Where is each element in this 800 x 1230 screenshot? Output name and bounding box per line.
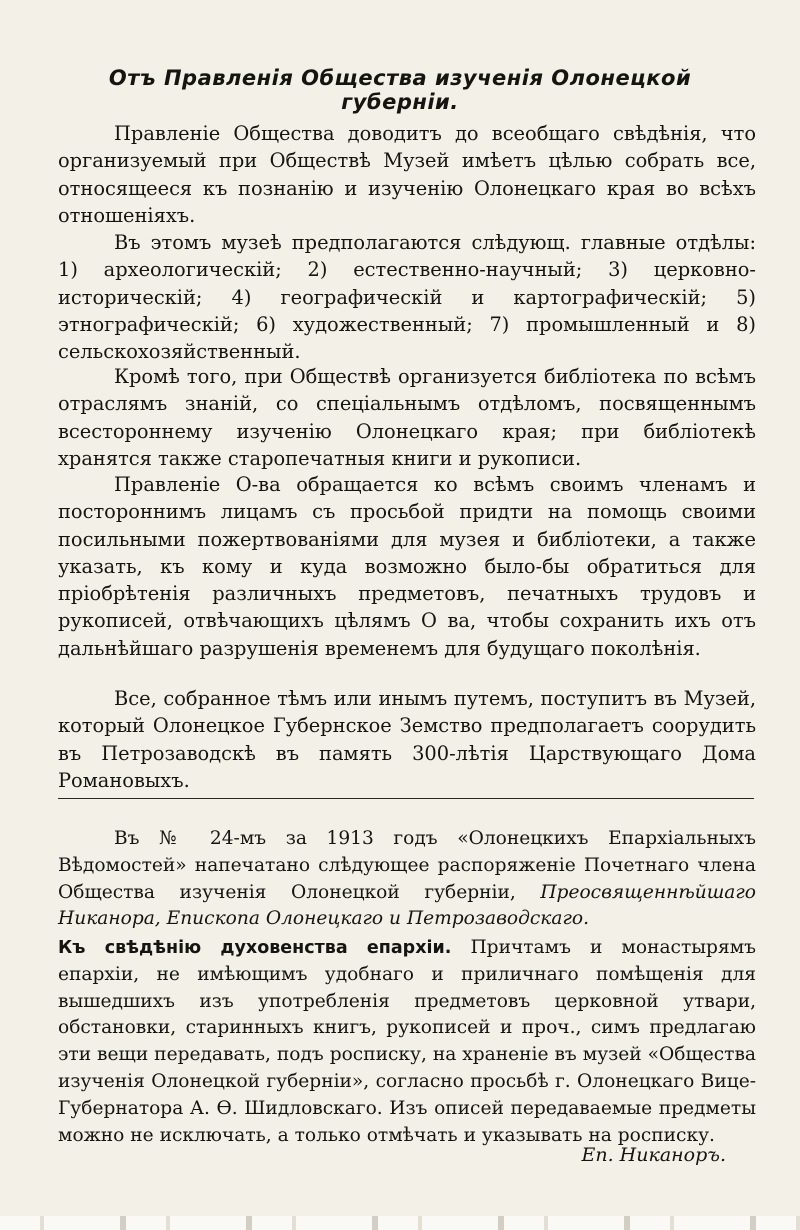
paragraph-clergy-order [58,935,756,1149]
paragraph-diocesan-notice-intro [58,826,756,933]
order-heading: Къ свѣдѣнію духовенства епархіи. [58,938,452,958]
paragraph-text: Кромѣ того, при Обществѣ организуется библіотека по всѣмъ отраслямъ знаній, со спеціальнымъ отдѣломъ, посвященнымъ всестороннему изученію Олонецкаго края; при библіотекѣ хранятся также старопечатныя книги и рукописи. [58,365,756,470]
section-divider [58,798,754,799]
bishop-name: Преосвященнѣйшаго Никанора, Епископа Олонецкаго и Петрозаводскаго. [58,881,756,930]
notice-intro-text: Въ № 24-мъ за 1913 годъ «Олонецкихъ Епархіальныхъ Вѣдомостей» напечатано слѣдующее распоряженіе Почетнаго члена Общества изученія Олонецкой губерніи, [58,828,756,903]
paragraph-appeal [58,471,756,662]
paragraph-library [58,363,756,472]
order-text: Причтамъ и монастырямъ епархіи, не имѣющимъ удобнаго и приличнаго помѣщенія для вышедшихъ изъ употребленія предметовъ церковной утвари, обстановки, старинныхъ книгъ, рукописей и проч., симъ предлагаю эти вещи передавать, подъ росписку, на храненіе въ музей «Общества изученія Олонецкой губерніи», согласно просьбѣ г. Олонецкаго Вице-Губернатора А. Ѳ. Шидловскаго. Изъ описей передаваемые предметы можно не исключать, а только отмѣчать и указывать на росписку. [58,937,756,1146]
paragraph-text: Все, собранное тѣмъ или инымъ путемъ, поступитъ въ Музей, который Олонецкое Губернское Земство предполагаетъ соорудить въ Петрозаводскѣ въ память 300-лѣтія Царствующаго Дома Романовыхъ. [58,687,756,792]
paragraph-text: Правленіе О-ва обращается ко всѣмъ своимъ членамъ и постороннимъ лицамъ съ просьбой придти на помощь своими посильными пожертвованіями для музея и библіотеки, а также указать, къ кому и куда возможно было-бы обратиться для пріобрѣтенія различныхъ предметовъ, печатныхъ трудовъ и рукописей, отвѣчающихъ цѣлямъ О ва, чтобы сохранить ихъ отъ дальнѣйшаго разрушенія временемъ для будущаго поколѣнія. [58,473,756,660]
paragraph-museum-purpose [58,120,756,229]
paragraph-museum-departments [58,229,756,365]
paragraph-text: Правленіе Общества доводитъ до всеобщаго свѣдѣнія, что организуемый при Обществѣ Музей имѣетъ цѣлью собрать все, относящееся къ познанію и изученію Олонецкаго края во всѣхъ отношеніяхъ. [58,122,756,227]
paragraph-text: Въ этомъ музеѣ предполагаются слѣдующ. главные отдѣлы: 1) археологическій; 2) естественно-научный; 3) церковно-историческій; 4) географическій и картографическій; 5) этнографическій; 6) художественный; 7) промышленный и 8) сельскохозяйственный. [58,231,756,364]
signature: Еп. Никаноръ. [581,1144,726,1166]
scan-edge [0,1216,800,1230]
page-title: Отъ Правленія Общества изученія Олонецкой губерніи. [108,66,692,114]
paragraph-zemstvo-museum [58,685,756,794]
